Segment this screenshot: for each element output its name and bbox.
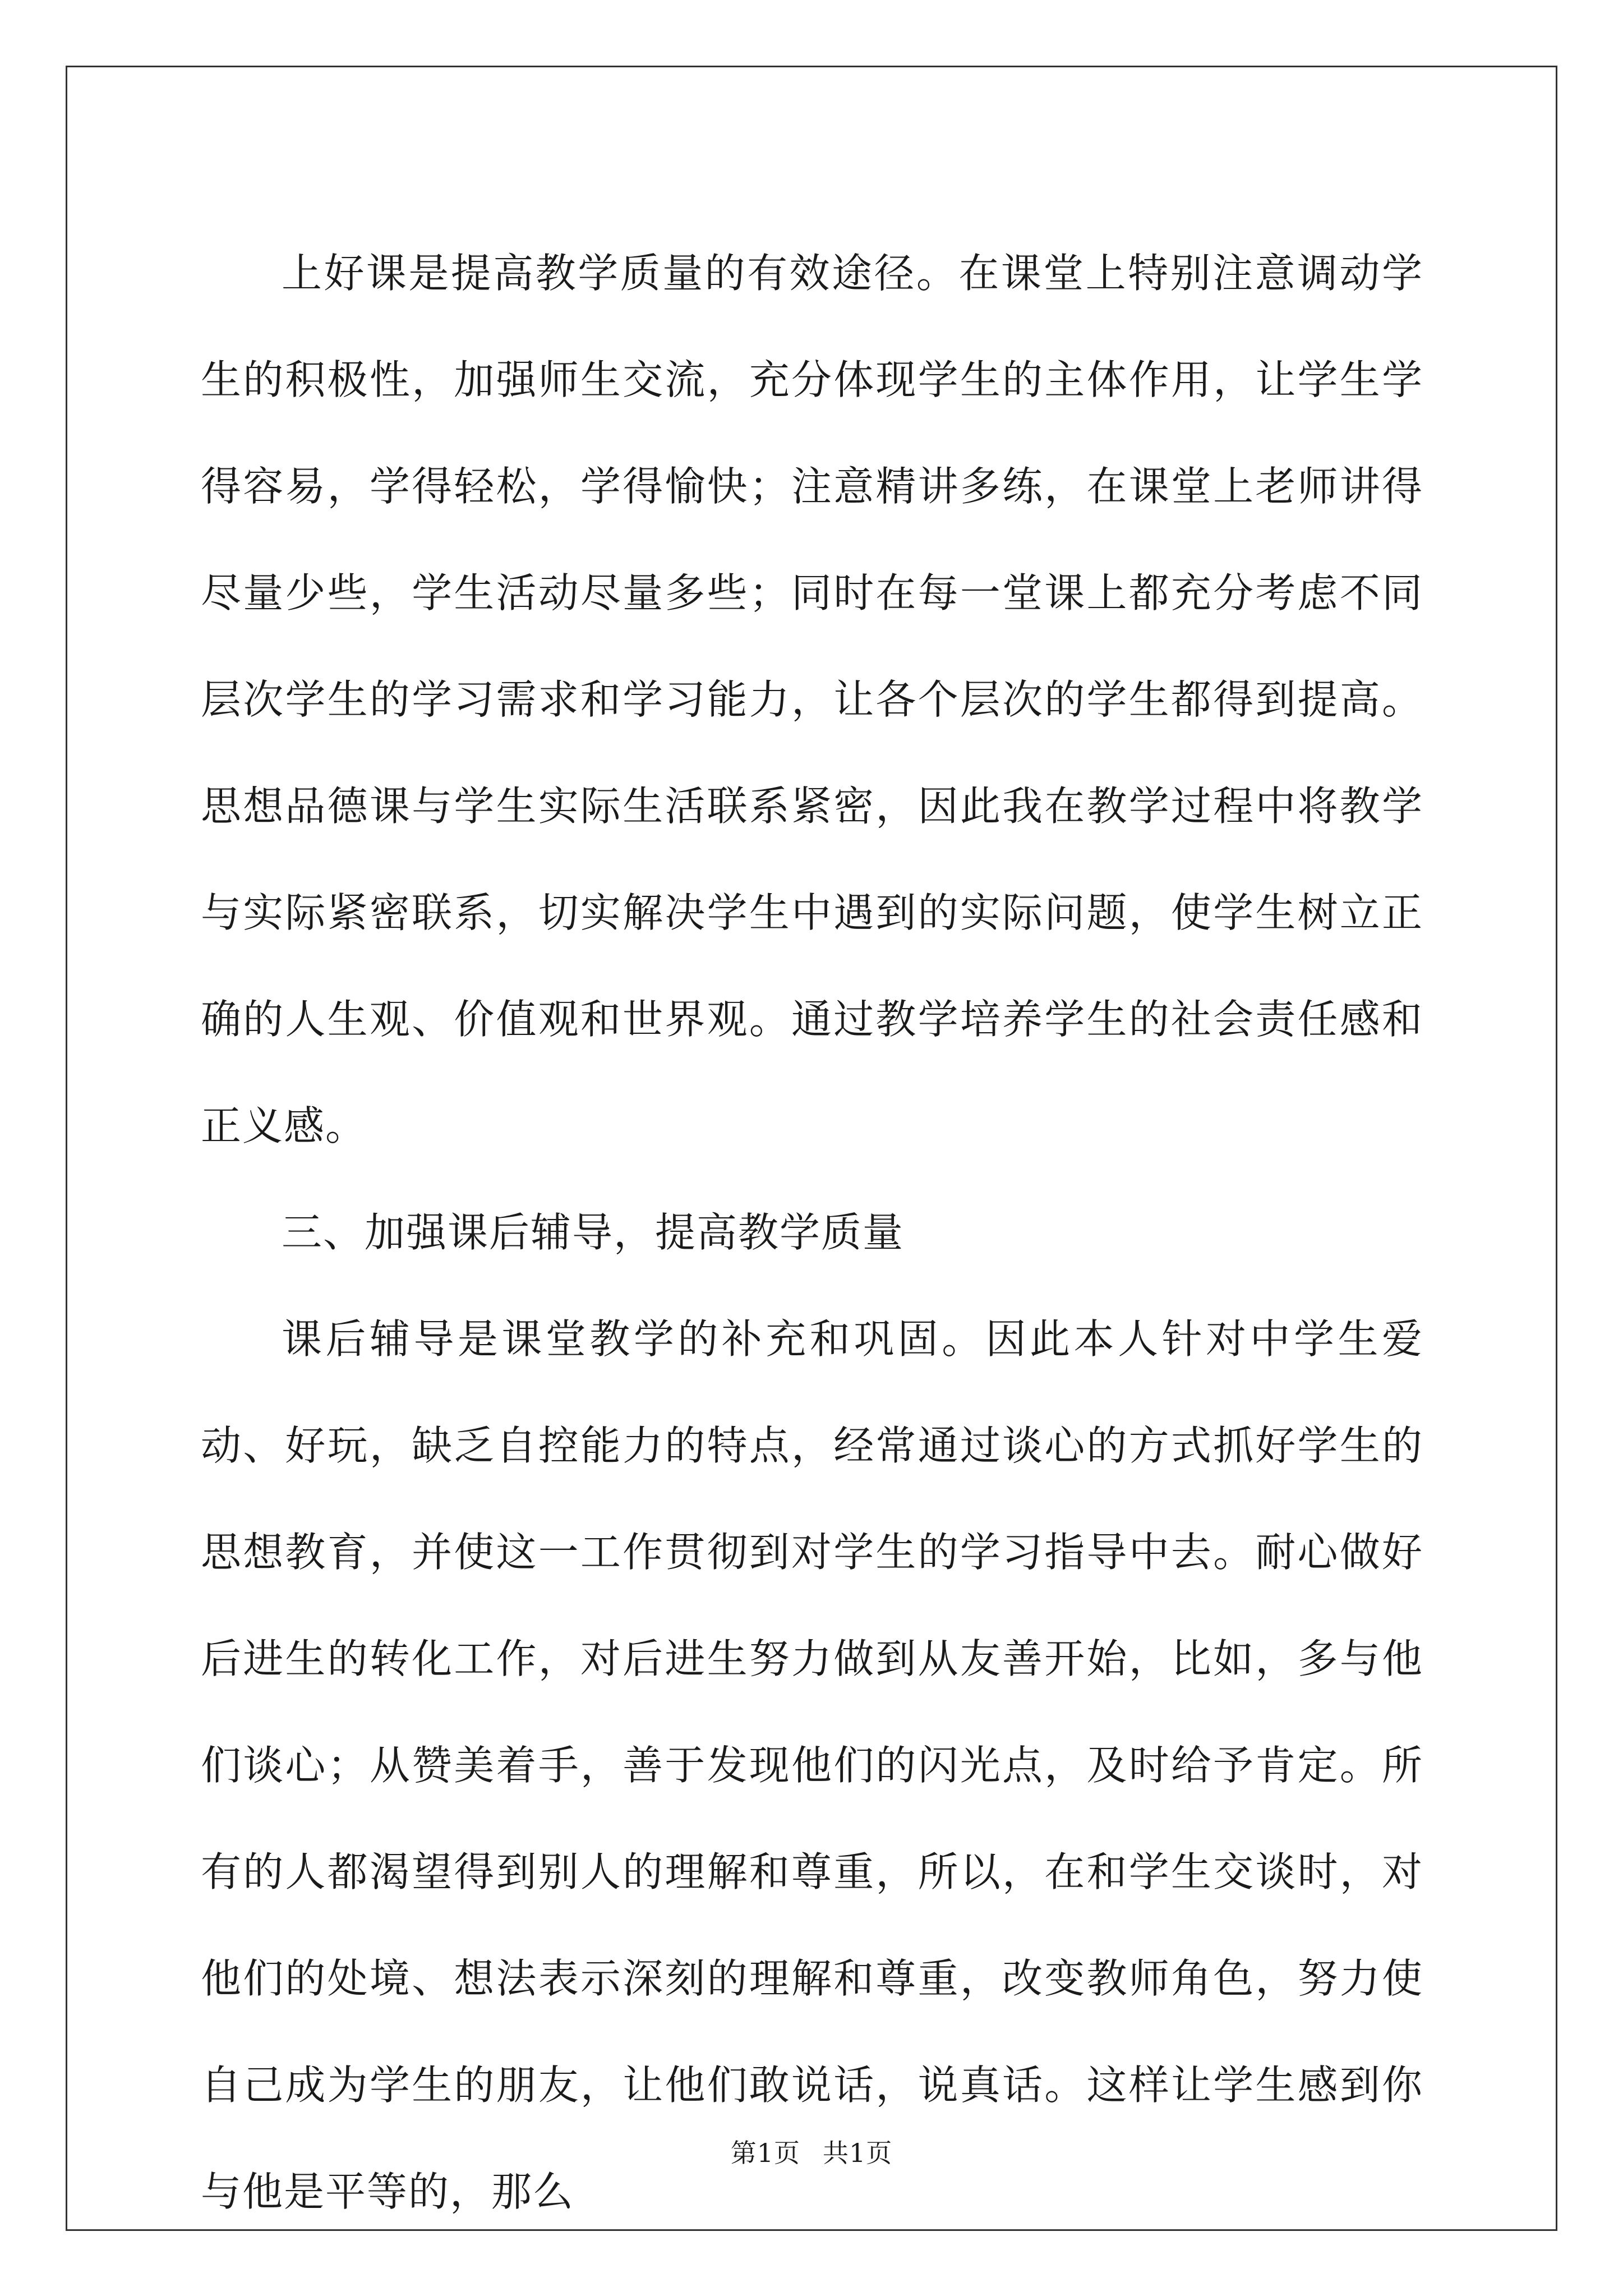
paragraph: 课后辅导是课堂教学的补充和巩固。因此本人针对中学生爱动、好玩，缺乏自控能力的特点，经常通过谈心的方式抓好学生的思想教育，并使这一工作贯彻到对学生的学习指导中去。耐心做好后进生的转化工作，对后进生努力做到从友善开始，比如，多与他们谈心；从赞美着手，善于发现他们的闪光点，及时给予肯定。所有的人都渴望得到别人的理解和尊重，所以，在和学生交谈时，对他们的处境、想法表示深刻的理解和尊重，改变教师角色，努力使自己成为学生的朋友，让他们敢说话，说真话。这样让学生感到你与他是平等的，那么 (201, 1315, 1423, 2215)
page-footer (0, 2136, 1623, 2170)
page-number: 第1页 (730, 2138, 800, 2168)
paragraph: 上好课是提高教学质量的有效途径。在课堂上特别注意调动学生的积极性，加强师生交流，充分体现学生的主体作用，让学生学得容易，学得轻松，学得愉快；注意精讲多练，在课堂上老师讲得尽量少些，学生活动尽量多些；同时在每一堂课上都充分考虑不同层次学生的学习需求和学习能力，让各个层次的学生都得到提高。思想品德课与学生实际生活联系紧密，因此我在教学过程中将教学与实际紧密联系，切实解决学生中遇到的实际问题，使学生树立正确的人生观、价值观和世界观。通过教学培养学生的社会责任感和正义感。 (201, 250, 1423, 1149)
page-total: 共1页 (823, 2138, 893, 2168)
document-body (201, 220, 1423, 2245)
section-heading: 三、加强课后辅导，提高教学质量 (282, 1209, 905, 1256)
